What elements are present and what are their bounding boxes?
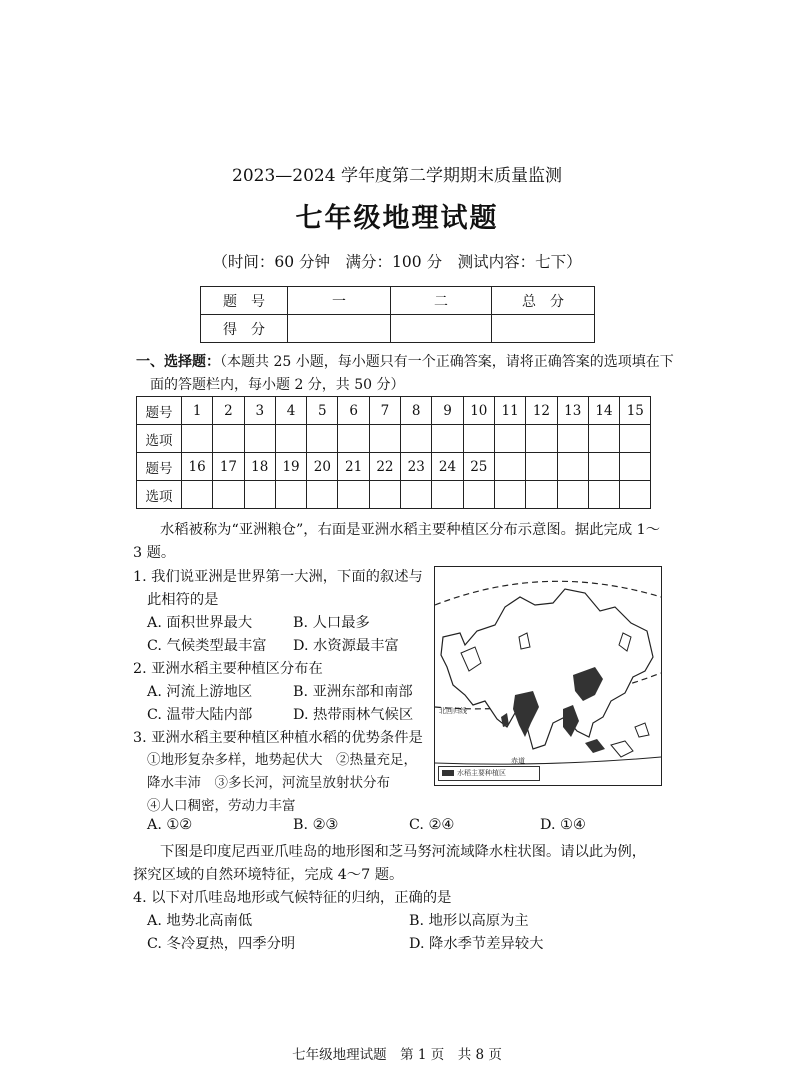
section-one-line1 <box>136 351 674 374</box>
answer-input-cell[interactable] <box>432 481 463 509</box>
question-number-cell: 21 <box>338 453 369 481</box>
answer-table <box>136 396 651 509</box>
score-input-cell[interactable] <box>288 315 391 343</box>
q4-option-c: C. 冬冷夏热，四季分明 <box>147 936 296 952</box>
arctic-circle-line <box>435 581 661 605</box>
q3-stem: 3. 亚洲水稻主要种植区种植水稻的优势条件是 <box>133 730 423 746</box>
answer-input-cell[interactable] <box>401 481 432 509</box>
q2-option-c: C. 温带大陆内部 <box>147 707 253 723</box>
question-number-cell: 6 <box>338 397 369 425</box>
answer-input-cell[interactable] <box>432 425 463 453</box>
question-number-cell: 22 <box>369 453 400 481</box>
section-one-label: 一、选择题： <box>136 354 220 370</box>
question-number-cell <box>494 453 525 481</box>
island-se <box>611 741 633 757</box>
question-number-cell: 25 <box>463 453 494 481</box>
answer-row-options-2 <box>137 481 651 509</box>
answer-input-cell[interactable] <box>369 425 400 453</box>
answer-input-cell[interactable] <box>213 425 244 453</box>
question-number-cell: 9 <box>432 397 463 425</box>
q3-conditions-3: ④人口稠密，劳动力丰富 <box>147 798 296 814</box>
answer-input-cell[interactable] <box>338 481 369 509</box>
question-number-cell: 19 <box>275 453 306 481</box>
answer-row-label: 题号 <box>137 453 182 481</box>
q1-stem-cont: 此相符的是 <box>147 592 219 608</box>
question-number-cell: 2 <box>213 397 244 425</box>
q4-option-b: B. 地形以高原为主 <box>409 913 529 929</box>
answer-input-cell[interactable] <box>307 481 338 509</box>
asia-map-drawing <box>435 567 661 785</box>
answer-input-cell[interactable] <box>526 425 557 453</box>
question-number-cell: 13 <box>557 397 588 425</box>
q3-option-a: A. ①② <box>147 817 193 833</box>
q3-conditions-1: ①地形复杂多样，地势起伏大 ②热量充足， <box>147 752 417 768</box>
score-cell: 二 <box>391 287 492 315</box>
question-number-cell: 16 <box>182 453 213 481</box>
answer-row-label: 题号 <box>137 397 182 425</box>
question-number-cell: 4 <box>275 397 306 425</box>
q1-option-b: B. 人口最多 <box>293 615 370 631</box>
answer-input-cell[interactable] <box>307 425 338 453</box>
answer-input-cell[interactable] <box>401 425 432 453</box>
answer-input-cell[interactable] <box>494 481 525 509</box>
page-footer: 七年级地理试题 第 1 页 共 8 页 <box>292 1047 502 1063</box>
q3-option-b: B. ②③ <box>293 817 339 833</box>
question-number-cell: 7 <box>369 397 400 425</box>
q1-option-c: C. 气候类型最丰富 <box>147 638 267 654</box>
question-number-cell: 20 <box>307 453 338 481</box>
question-number-cell: 11 <box>494 397 525 425</box>
question-number-cell: 5 <box>307 397 338 425</box>
equator-line <box>435 757 661 764</box>
q3-option-d: D. ①④ <box>540 817 586 833</box>
answer-input-cell[interactable] <box>244 425 275 453</box>
question-number-cell: 12 <box>526 397 557 425</box>
label-equator: 赤道 <box>511 757 525 765</box>
map-legend <box>438 766 540 781</box>
question-number-cell <box>620 453 651 481</box>
q4-option-d: D. 降水季节差异较大 <box>409 936 544 952</box>
score-input-cell[interactable] <box>492 315 595 343</box>
exam-title: 七年级地理试题 <box>295 203 499 234</box>
answer-input-cell[interactable] <box>463 425 494 453</box>
answer-input-cell[interactable] <box>213 481 244 509</box>
q2-option-b: B. 亚洲东部和南部 <box>293 684 413 700</box>
q2-option-d: D. 热带雨林气候区 <box>293 707 414 723</box>
asia-rice-map <box>434 566 662 786</box>
question-number-cell: 17 <box>213 453 244 481</box>
island-ph <box>635 723 649 737</box>
question-number-cell: 8 <box>401 397 432 425</box>
question-number-cell: 3 <box>244 397 275 425</box>
question-number-cell: 14 <box>588 397 619 425</box>
q2-option-a: A. 河流上游地区 <box>147 684 253 700</box>
question-number-cell: 24 <box>432 453 463 481</box>
legend-label: 水稻主要种植区 <box>457 769 506 777</box>
question-number-cell <box>557 453 588 481</box>
answer-input-cell[interactable] <box>588 425 619 453</box>
score-cell: 总 分 <box>492 287 595 315</box>
answer-row-label: 选项 <box>137 425 182 453</box>
q4-stem: 4. 以下对爪哇岛地形或气候特征的归纳，正确的是 <box>133 890 452 906</box>
score-cell: 一 <box>288 287 391 315</box>
answer-input-cell[interactable] <box>557 425 588 453</box>
section-one-desc: （本题共 25 小题，每小题只有一个正确答案，请将正确答案的选项填在下 <box>220 354 674 370</box>
answer-input-cell[interactable] <box>494 425 525 453</box>
question-number-cell <box>588 453 619 481</box>
answer-row-numbers-1 <box>137 397 651 425</box>
question-number-cell: 23 <box>401 453 432 481</box>
score-cell: 题 号 <box>201 287 288 315</box>
answer-input-cell[interactable] <box>620 481 651 509</box>
answer-input-cell[interactable] <box>182 425 213 453</box>
answer-input-cell[interactable] <box>557 481 588 509</box>
answer-input-cell[interactable] <box>275 481 306 509</box>
answer-input-cell[interactable] <box>182 481 213 509</box>
q1-option-a: A. 面积世界最大 <box>147 615 253 631</box>
intro-2-line1: 下图是印度尼西亚爪哇岛的地形图和芝马努河流域降水柱状图。请以此为例， <box>160 844 647 860</box>
q4-option-a: A. 地势北高南低 <box>147 913 253 929</box>
answer-row-options-1 <box>137 425 651 453</box>
answer-input-cell[interactable] <box>526 481 557 509</box>
section-one-desc2: 面的答题栏内，每小题 2 分，共 50 分） <box>150 377 405 393</box>
answer-row-numbers-2 <box>137 453 651 481</box>
q1-stem: 1. 我们说亚洲是世界第一大洲，下面的叙述与 <box>133 569 423 585</box>
exam-info: （时间：60 分钟 满分：100 分 测试内容：七下） <box>212 253 582 271</box>
question-number-cell <box>526 453 557 481</box>
q3-option-c: C. ②④ <box>409 817 455 833</box>
question-number-cell: 1 <box>182 397 213 425</box>
intro-1-line1: 水稻被称为“亚洲粮仓”，右面是亚洲水稻主要种植区分布示意图。据此完成 1～ <box>160 522 661 538</box>
answer-input-cell[interactable] <box>338 425 369 453</box>
label-tropic: 北回归线 <box>439 707 467 715</box>
q1-option-d: D. 水资源最丰富 <box>293 638 399 654</box>
score-row-header <box>201 287 595 315</box>
q3-conditions-2: 降水丰沛 ③多长河，河流呈放射状分布 <box>147 775 390 791</box>
answer-row-label: 选项 <box>137 481 182 509</box>
intro-1-line2: 3 题。 <box>133 545 176 561</box>
score-cell: 得 分 <box>201 315 288 343</box>
score-input-cell[interactable] <box>391 315 492 343</box>
answer-input-cell[interactable] <box>369 481 400 509</box>
exam-subtitle: 2023—2024 学年度第二学期期末质量监测 <box>232 166 562 186</box>
q2-stem: 2. 亚洲水稻主要种植区分布在 <box>133 661 323 677</box>
answer-input-cell[interactable] <box>244 481 275 509</box>
question-number-cell: 18 <box>244 453 275 481</box>
answer-input-cell[interactable] <box>275 425 306 453</box>
score-table <box>200 286 595 343</box>
question-number-cell: 15 <box>620 397 651 425</box>
score-row-values <box>201 315 595 343</box>
legend-swatch <box>442 770 454 776</box>
answer-input-cell[interactable] <box>620 425 651 453</box>
rice-area-island <box>585 739 605 753</box>
question-number-cell: 10 <box>463 397 494 425</box>
intro-2-line2: 探究区域的自然环境特征，完成 4～7 题。 <box>133 867 404 883</box>
answer-input-cell[interactable] <box>463 481 494 509</box>
section-one-header <box>136 351 674 397</box>
answer-input-cell[interactable] <box>588 481 619 509</box>
